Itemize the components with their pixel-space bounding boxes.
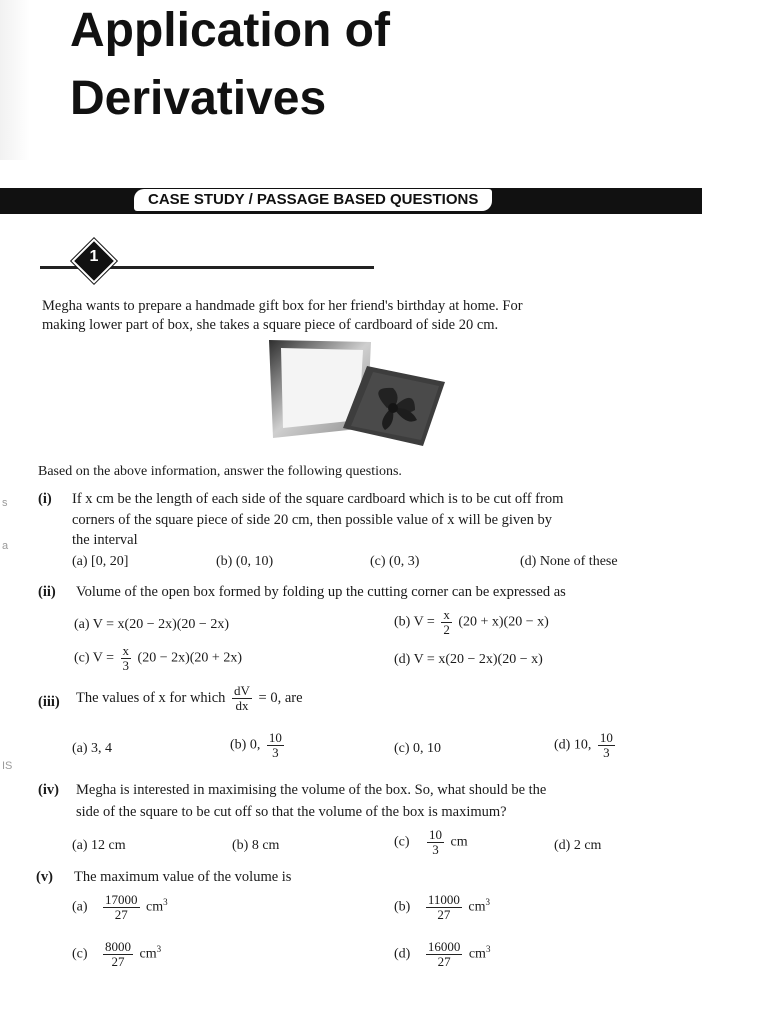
option-c-unit: cm (450, 834, 468, 850)
part-i-line: the interval (72, 532, 138, 548)
fraction: $\frac{x}{2}$ (443, 607, 450, 637)
option-d[interactable] (394, 940, 490, 969)
part-iii-tail: = 0, are (258, 689, 303, 706)
part-iv-line: side of the square to be cut off so that the volume of the box is maximum? (76, 804, 507, 820)
option-a[interactable]: (a) 12 cm (72, 838, 126, 853)
gutter-fragment: s (2, 497, 8, 509)
option-b-prefix: (b) 0, (230, 737, 261, 753)
chapter-title (70, 0, 710, 130)
fraction: $\frac{16000}{27}$ (427, 939, 461, 969)
passage-line: Megha wants to prepare a handmade gift box for her friend's birthday at home. For (42, 298, 523, 314)
option-c[interactable] (72, 940, 161, 969)
option-c[interactable] (394, 828, 468, 857)
part-iii-text (76, 684, 303, 713)
part-ii-text: Volume of the open box formed by folding up the cutting corner can be expressed as (76, 584, 566, 600)
part-i-number: (i) (38, 491, 52, 507)
option-b[interactable] (230, 731, 287, 760)
option-a-unit: cm (146, 899, 164, 915)
part-v-number: (v) (36, 869, 53, 885)
question-number: 1 (89, 248, 99, 265)
part-i-line: If x cm be the length of each side of the square cardboard which is to be cut off from (72, 491, 564, 507)
fraction: $\frac{10}{3}$ (429, 827, 443, 857)
option-c-prefix: (c) (72, 946, 88, 962)
gutter-fragment: a (2, 540, 9, 552)
part-iv-number: (iv) (38, 782, 59, 798)
option-d-unit-exp: 3 (485, 944, 491, 955)
fraction: $\frac{17000}{27}$ (105, 892, 138, 922)
option-a[interactable] (72, 893, 168, 922)
instructions: Based on the above information, answer the following questions. (38, 464, 402, 479)
option-b[interactable] (394, 608, 549, 637)
option-b[interactable]: (b) 8 cm (232, 838, 280, 853)
option-c-suffix: (20 − 2x)(20 + 2x) (137, 650, 242, 666)
option-a-prefix: (a) (72, 899, 88, 915)
gift-box-image (263, 338, 449, 446)
option-c-prefix: (c) V = (74, 650, 115, 666)
option-d-prefix: (d) 10, (554, 737, 592, 753)
option-c[interactable]: (c) 0, 10 (394, 741, 442, 756)
option-c[interactable]: (c) (0, 3) (370, 554, 420, 569)
option-d-unit: cm (468, 946, 486, 962)
option-c-prefix: (c) (394, 834, 410, 850)
option-d[interactable]: (d) V = x(20 − 2x)(20 − x) (394, 652, 543, 667)
fraction: $\frac{11000}{27}$ (427, 892, 460, 922)
section-label: CASE STUDY / PASSAGE BASED QUESTIONS (134, 189, 492, 211)
option-d-prefix: (d) (394, 946, 411, 962)
option-a[interactable]: (a) 3, 4 (72, 741, 113, 756)
option-a[interactable]: (a) V = x(20 − 2x)(20 − 2x) (74, 617, 229, 632)
fraction: $\frac{x}{3}$ (122, 643, 130, 673)
option-d[interactable]: (d) 2 cm (554, 838, 602, 853)
fraction: $\frac{10}{3}$ (268, 730, 282, 760)
gutter-fragment: IS (2, 760, 13, 772)
option-c-unit: cm (139, 946, 157, 962)
part-iii-number: (iii) (38, 694, 60, 710)
option-d[interactable]: (d) None of these (520, 554, 618, 569)
chapter-title-line2: Derivatives (70, 72, 327, 125)
part-i-line: corners of the square piece of side 20 cm, then possible value of x will be given by (72, 512, 552, 528)
fraction: $\frac{8000}{27}$ (105, 939, 132, 969)
option-b-prefix: (b) V = (394, 614, 435, 630)
option-b-unit: cm (468, 899, 486, 915)
option-c-unit-exp: 3 (156, 944, 162, 955)
part-v-text: The maximum value of the volume is (74, 869, 292, 885)
part-iv-line: Megha is interested in maximising the volume of the box. So, what should be the (76, 782, 547, 798)
option-b[interactable] (394, 893, 490, 922)
option-b-prefix: (b) (394, 899, 411, 915)
option-b-unit-exp: 3 (485, 897, 490, 908)
chapter-title-line1: Application of (70, 4, 390, 57)
option-d[interactable] (554, 731, 618, 760)
passage-line: making lower part of box, she takes a square piece of cardboard of side 20 cm. (42, 317, 499, 333)
fraction: $\frac{dV}{dx}$ (234, 683, 250, 713)
fraction: $\frac{10}{3}$ (599, 730, 613, 760)
page-edge-shadow (0, 0, 30, 160)
option-a-unit-exp: 3 (163, 897, 168, 908)
option-b[interactable]: (b) (0, 10) (216, 554, 274, 569)
part-iii-stem: The values of x for which (76, 689, 226, 706)
option-b-suffix: (20 + x)(20 − x) (458, 614, 549, 630)
option-a[interactable]: (a) [0, 20] (72, 554, 129, 569)
passage (42, 297, 722, 335)
option-c[interactable] (74, 644, 242, 673)
part-ii-number: (ii) (38, 584, 56, 600)
